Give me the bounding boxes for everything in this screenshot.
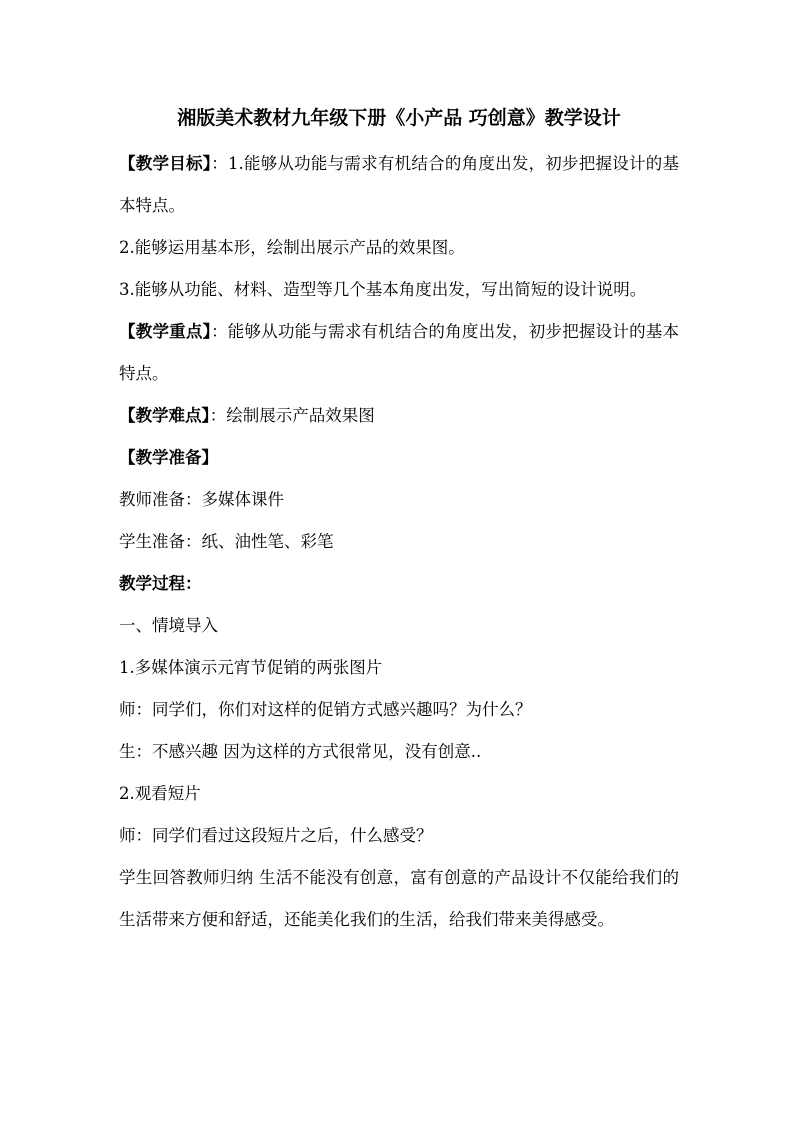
difficulties-label: 【教学难点】 (119, 406, 210, 425)
document-title: 湘版美术教材九年级下册《小产品 巧创意》教学设计 (177, 107, 621, 129)
step-1: 1.多媒体演示元宵节促销的两张图片 (119, 658, 383, 677)
student-preparation: 学生准备：纸、油性笔、彩笔 (119, 532, 334, 551)
summary-paragraph: 学生回答教师归纳 生活不能没有创意，富有创意的产品设计不仅能给我们的生活带来方便和舒适，还能美化我们的生活，给我们带来美得感受。 (119, 868, 679, 929)
teacher-question-2: 师：同学们看过这段短片之后，什么感受？ (119, 826, 433, 845)
teacher-question-1: 师：同学们，你们对这样的促销方式感兴趣吗？为什么？ (119, 700, 532, 719)
document-content (119, 103, 679, 941)
step-2: 2.观看短片 (119, 784, 201, 803)
key-points-label: 【教学重点】 (119, 322, 212, 341)
difficulties-text: ：绘制展示产品效果图 (209, 406, 375, 425)
difficulties-paragraph (119, 395, 679, 437)
preparation-label: 【教学准备】 (119, 448, 218, 467)
objectives-item-3: 3.能够从功能、材料、造型等几个基本角度出发，写出简短的设计说明。 (119, 280, 647, 299)
objectives-item-2: 2.能够运用基本形，绘制出展示产品的效果图。 (119, 238, 465, 257)
objectives-item-1: ：1.能够从功能与需求有机结合的角度出发，初步把握设计的基本特点。 (119, 154, 680, 215)
teacher-preparation: 教师准备：多媒体课件 (119, 490, 284, 509)
process-label: 教学过程： (119, 574, 202, 593)
key-points-paragraph (119, 311, 679, 395)
key-points-text: ：能够从功能与需求有机结合的角度出发，初步把握设计的基本特点。 (119, 322, 680, 383)
section-heading-1: 一、情境导入 (119, 616, 218, 635)
objectives-paragraph (119, 143, 679, 227)
objectives-label: 【教学目标】 (119, 154, 212, 173)
student-answer-1: 生：不感兴趣 因为这样的方式很常见，没有创意.. (119, 742, 482, 761)
